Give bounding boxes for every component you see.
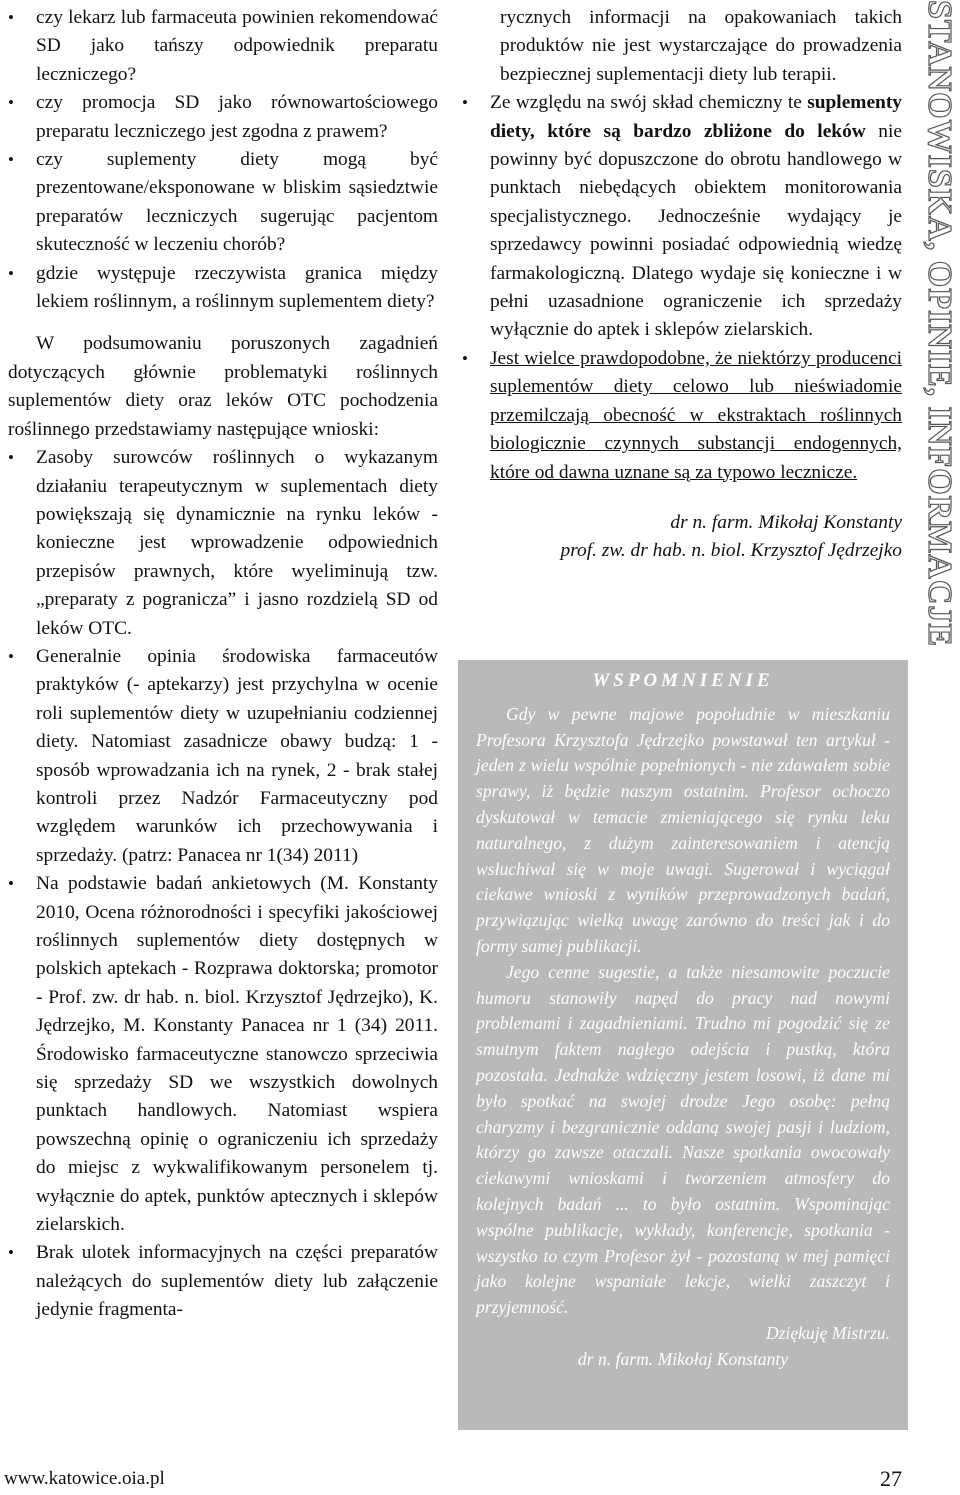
author-signature: prof. zw. dr hab. n. biol. Krzysztof Jędrzejko xyxy=(560,540,902,562)
memorial-title: WSPOMNIENIE xyxy=(592,670,774,691)
left-column xyxy=(8,4,438,1325)
section-title: STANOWISKA, OPINIE, INFORMACJE xyxy=(921,0,958,648)
memorial-paragraph: Jego cenne sugestie, a także niesamowite poczucie humoru stanowiły napęd do pracy nad nowymi problemami i zagadnieniami. Trudno mi pogodzić się ze smutnym faktem nagłego odejścia i pustką, która pozostała. Jednakże wdzięczny jestem losowi, iż dane mi było spotkać na swojej drodze Jego osobę: pełną charyzmy i bezgranicznie oddaną swojej pasji i ludziom, którzy go zawsze otaczali. Nasze spotkania owocowały ciekawymi wnioskami i tworzeniem atmosfery do kolejnych badań ... to było ostatnim. Wspominając wspólne publikacje, wykłady, konferencje, spotkania - wszystko to czym Profesor żył - pozostaną w mej pamięci jako kolejne wspaniałe lekcje, wielki zaszczyt i przyjemność. xyxy=(476,961,890,1318)
memorial-paragraph: Gdy w pewne majowe popołudnie w mieszkaniu Profesora Krzysztofa Jędrzejko powstawał ten artykuł - jeden z wielu wspólnie popełnionych - nie zdawałem sobie sprawy, iż będzie naszym ostatnim. Profesor ochoczo dyskutował w temacie zmieniającego się rynku leku naturalnego, z dużym zainteresowaniem i atencją wsłuchiwał się w moje uwagi. Sugerował i wyciągał ciekawe wnioski z wyników przeprowadzonych badań, przywiązując wielką uwagę zarówno do treści jak i do formy samej publikacji. xyxy=(476,703,890,956)
summary-paragraph: W podsumowaniu poruszonych zagadnień dotyczących głównie problematyki roślinnych suplementów diety oraz leków OTC pochodzenia roślinnego przedstawiamy następujące wnioski: xyxy=(8,333,438,440)
list-item: • Jest wielce prawdopodobne, że niektórzy producenci suplementów diety celowo lub nieświadomie przemilczają obecność w ekstraktach roślinnych biologicznie czynnych substancji endogennych, które od dawna uznane są za typowo lecznicze. xyxy=(462,345,902,487)
footer-url[interactable]: www.katowice.oia.pl xyxy=(4,1468,165,1489)
right-column xyxy=(462,4,902,566)
page-number: 27 xyxy=(880,1466,902,1491)
list-item: • gdzie występuje rzeczywista granica między lekiem roślinnym, a roślinnym suplementem diety? xyxy=(8,260,438,317)
bullet-text-bold: suplementy diety, które są bardzo zbliżone do leków xyxy=(490,92,902,142)
list-item: • Na podstawie badań ankietowych (M. Konstanty 2010, Ocena różnorodności i specyfiki jakościowej roślinnych suplementów diety dostępnych w polskich aptekach - Rozprawa doktorska; promotor - Prof. zw. dr hab. n. biol. Krzysztof Jędrzejko), K. Jędrzejko, M. Konstanty Panacea nr 1 (34) 2011. Środowisko farmaceutyczne stanowczo sprzeciwia się sprzedaży SD we wszystkich dowolnych punktach handlowych. Natomiast wspiera powszechną opinię o ograniczeniu ich sprzedaży do miejsc z wykwalifikowanym personelem tj. wyłącznie do aptek, punktów aptecznych i sklepów zielarskich. xyxy=(8,870,438,1239)
conclusions-list xyxy=(8,444,438,1325)
list-item: • Generalnie opinia środowiska farmaceutów praktyków (- aptekarzy) jest przychylna w ocenie roli suplementów diety w uzupełnianiu codziennej diety. Natomiast zasadnicze obawy budzą: 1 - sposób wprowadzania ich na rynek, 2 - brak stałej kontroli przez Nadzór Farmaceutyczny pod względem warunków ich przechowywania i sprzedaży. (patrz: Panacea nr 1(34) 2011) xyxy=(8,643,438,870)
memorial-signature: dr n. farm. Mikołaj Konstanty xyxy=(577,1348,789,1369)
bullet-text-pre: Ze względu na swój skład chemiczny te xyxy=(490,92,808,114)
list-item: • czy suplementy diety mogą być prezentowane/eksponowane w bliskim sąsiedztwie preparatów leczniczych sugerując pacjentom skuteczność w leczeniu chorób? xyxy=(8,146,438,260)
questions-list xyxy=(8,4,438,316)
memorial-thanks: Dziękuję Mistrzu. xyxy=(765,1322,890,1343)
list-item: • czy lekarz lub farmaceuta powinien rekomendować SD jako tańszy odpowiednik preparatu leczniczego? xyxy=(8,4,438,89)
right-list xyxy=(462,89,902,487)
section-title-vertical xyxy=(918,0,960,648)
list-item: • czy promocja SD jako równowartościowego preparatu leczniczego jest zgodna z prawem? xyxy=(8,89,438,146)
bullet-text-post: nie powinny być dopuszczone do obrotu handlowego w punktach niebędących obiektem monitorowania specjalistycznego. Jednocześnie wydający je sprzedawcy powinni posiadać odpowiednią wiedzę farmakologiczną. Dlatego wydaje się konieczne i w pełni uzasadnione ograniczenie ich sprzedaży wyłącznie do aptek i sklepów zielarskich. xyxy=(490,120,902,341)
memorial-box xyxy=(458,660,908,1430)
author-signature: dr n. farm. Mikołaj Konstanty xyxy=(670,511,902,533)
list-item: • Brak ulotek informacyjnych na części preparatów należących do suplementów diety lub załączenie jedynie fragmenta- xyxy=(8,1239,438,1324)
list-item: • Zasoby surowców roślinnych o wykazanym działaniu terapeutycznym w suplementach diety powiększają się dynamicznie na rynku leków - konieczne jest wprowadzenie odpowiednich przepisów prawnych, które wyeliminują tzw. „preparaty z pogranicza” i jasno rozdzielą SD od leków OTC. xyxy=(8,444,438,643)
continued-paragraph: rycznych informacji na opakowaniach takich produktów nie jest wystarczające do prowadzenia bezpiecznej suplementacji diety lub terapii. xyxy=(500,7,902,85)
list-item xyxy=(462,89,902,345)
